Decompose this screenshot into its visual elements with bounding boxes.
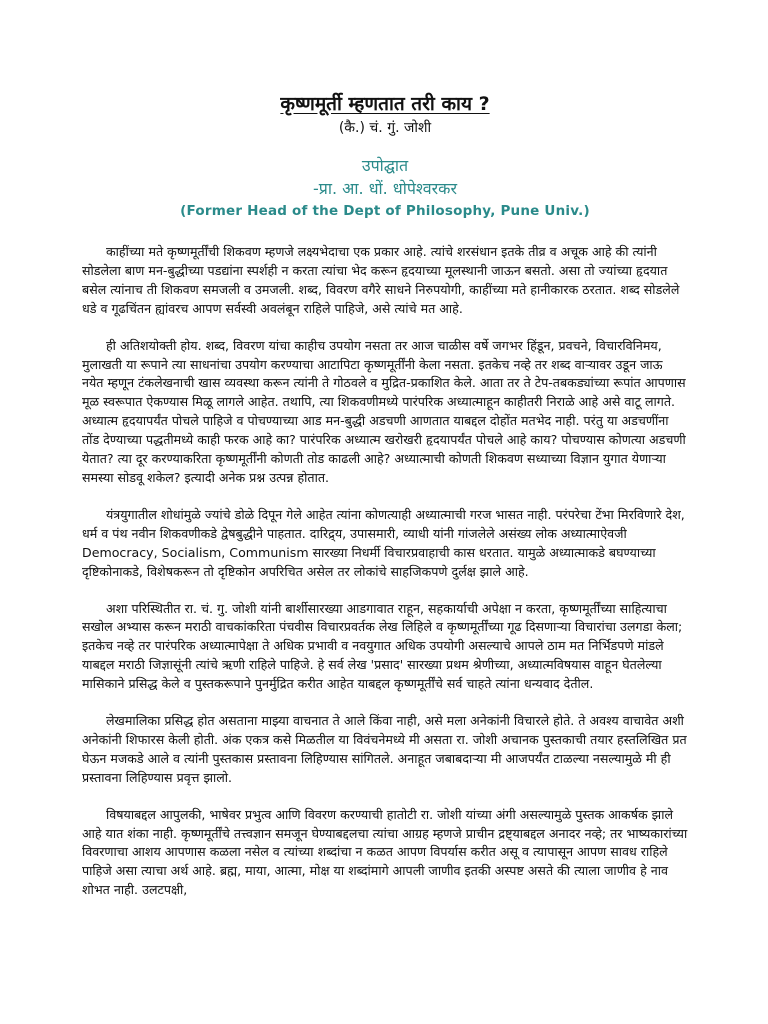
author-line: (कै.) चं. गुं. जोशी <box>338 120 432 136</box>
document-title: कृष्णमूर्ती म्हणतात तरी काय ? <box>280 93 490 115</box>
preface-author: -प्रा. आ. धों. धोपेश्वरकर <box>312 179 458 198</box>
paragraph: विषयाबद्दल आपुलकी, भाषेवर प्रभुत्व आणि विवरण करण्याची हातोटी रा. जोशी यांच्या अंगी असल्यामुळे पुस्तक आकर्षक झाले आहे यात शंका नाही. कृष्णमूर्तींचे तत्त्वज्ञान समजून घेण्याबद्दलचा त्यांचा आग्रह म्हणजे प्राचीन द्रष्ट्याबद्दल अनादर नव्हे; तर भाष्यकारांच्या विवरणाचा आशय आपणास कळला नसेल व त्यांच्या शब्दांचा न कळत आपण विपर्यास करीत असू व त्यापासून आपण सावध राहिले पाहिजे असा त्याचा अर्थ आहे. ब्रह्म, माया, आत्मा, मोक्ष या शब्दांमागे आपली जाणीव इतकी अस्पष्ट असते की त्याला जाणीव हे नाव शोभत नाही. उलटपक्षी, <box>82 806 688 898</box>
paragraph: काहींच्या मते कृष्णमूर्तींची शिकवण म्हणजे लक्ष्यभेदाचा एक प्रकार आहे. त्यांचे शरसंधान इतके तीव्र व अचूक आहे की त्यांनी सोडलेला बाण मन-बुद्धीच्या पडद्यांना स्पर्शही न करता त्यांचा भेद करून हृदयाच्या मूलस्थानी जाऊन बसतो. असा तो ज्यांच्या हृदयात बसेल त्यांनाच ती शिकवण समजली व उमजली. शब्द, विवरण वगैरे साधने निरुपयोगी, काहींच्या मते हानीकारक ठरतात. शब्द सोडलेले धडे व गूढचिंतन ह्यांवरच आपण सर्वस्वी अवलंबून राहिले पाहिजे, असे त्यांचे मत आहे. <box>82 244 680 316</box>
preface-affiliation: (Former Head of the Dept of Philosophy, Pune Univ.) <box>180 203 590 219</box>
paragraph: लेखमालिका प्रसिद्ध होत असताना माझ्या वाचनात ते आले किंवा नाही, असे मला अनेकांनी विचारले होते. ते अवश्य वाचावेत अशी अनेकांनी शिफारस केली होती. अंक एकत्र कसे मिळतील या विवंचनेमध्ये मी असता रा. जोशी अचानक पुस्तकाची तयार हस्तलिखित प्रत घेऊन मजकडे आले व त्यांनी पुस्तकास प्रस्तावना लिहिण्यास सांगितले. अनाहूत जबाबदाऱ्या मी आजपर्यंत टाळल्या नसल्यामुळे मी ही प्रस्तावना लिहिण्यास प्रवृत्त झालो. <box>82 713 687 785</box>
paragraph: अशा परिस्थितीत रा. चं. गु. जोशी यांनी बार्शीसारख्या आडगावात राहून, सहकार्याची अपेक्षा न करता, कृष्णमूर्तींच्या साहित्याचा सखोल अभ्यास करून मराठी वाचकांकरिता पंचवीस विचारप्रवर्तक लेख लिहिले व कृष्णमूर्तींच्या गूढ दिसणाऱ्या विचारांचा उलगडा केला; इतकेच नव्हे तर पारंपरिक अध्यात्मापेक्षा ते अधिक प्रभावी व नवयुगात अधिक उपयोगी असल्याचे आपले ठाम मत निर्भिडपणे मांडले याबद्दल मराठी जिज्ञासूंनी त्यांचे ऋणी राहिले पाहिजे. हे सर्व लेख 'प्रसाद' सारख्या प्रथम श्रेणीच्या, अध्यात्मविषयास वाहून घेतलेल्या मासिकाने प्रसिद्ध केले व पुस्तकरूपाने पुनर्मुद्रित करीत आहेत याबद्दल कृष्णमूर्तींचे सर्व चाहते त्यांना धन्यवाद देतील. <box>82 600 683 692</box>
preface-block <box>82 156 688 221</box>
preface-heading: उपोद्घात <box>361 156 409 175</box>
paragraph: ही अतिशयोक्ती होय. शब्द, विवरण यांचा काहीच उपयोग नसता तर आज चाळीस वर्षे जगभर हिंडून, प्रवचने, विचारविनिमय, मुलाखती या रूपाने त्या साधनांचा उपयोग करण्याचा आटापिटा कृष्णमूर्तींनी केला नसता. इतकेच नव्हे तर शब्द वाऱ्यावर उडून जाऊ नयेत म्हणून टंकलेखनाची खास व्यवस्था करून त्यांनी ते गोठवले व मुद्रित-प्रकाशित केले. आता तर ते टेप-तबकड्यांच्या रूपांत आपणास मूळ स्वरूपात ऐकण्यास मिळू लागले आहेत. तथापि, त्या शिकवणीमध्ये पारंपरिक अध्यात्माहून काहीतरी निराळे आहे असे वाटू लागते. अध्यात्म हृदयापर्यंत पोचले पाहिजे व पोचण्याच्या आड मन-बुद्धी अडचणी आणतात याबद्दल दोहोंत मतभेद नाही. परंतु या अडचणींना तोंड देण्याच्या पद्धतीमध्ये काही फरक आहे का? पारंपरिक अध्यात्म खरोखरी हृदयापर्यंत पोचले आहे काय? पोचण्यास कोणत्या अडचणी येतात? त्या दूर करण्याकरिता कृष्णमूर्तींनी कोणती तोड काढली आहे? अध्यात्माची कोणती शिकवण सध्याच्या विज्ञान युगात येणाऱ्या समस्या सोडवू शकेल? इत्यादी अनेक प्रश्न उत्पन्न होतात. <box>82 337 686 485</box>
body-text <box>82 243 688 900</box>
paragraph: यंत्रयुगातील शोधांमुळे ज्यांचे डोळे दिपून गेले आहेत त्यांना कोणत्याही अध्यात्माची गरज भासत नाही. परंपरेचा टेंभा मिरविणारे देश, धर्म व पंथ नवीन शिकवणीकडे द्वेषबुद्धीने पाहतात. दारिद्र्य, उपासमारी, व्याधी यांनी गांजलेले असंख्य लोक अध्यात्माऐवजी Democracy, Socialism, Communism सारख्या निधर्मी विचारप्रवाहाची कास धरतात. यामुळे अध्यात्माकडे बघण्याच्या दृष्टिकोनाकडे, विशेषकरून तो दृष्टिकोन अपरिचित असेल तर लोकांचे साहजिकपणे दुर्लक्ष झाले आहे. <box>82 506 685 579</box>
